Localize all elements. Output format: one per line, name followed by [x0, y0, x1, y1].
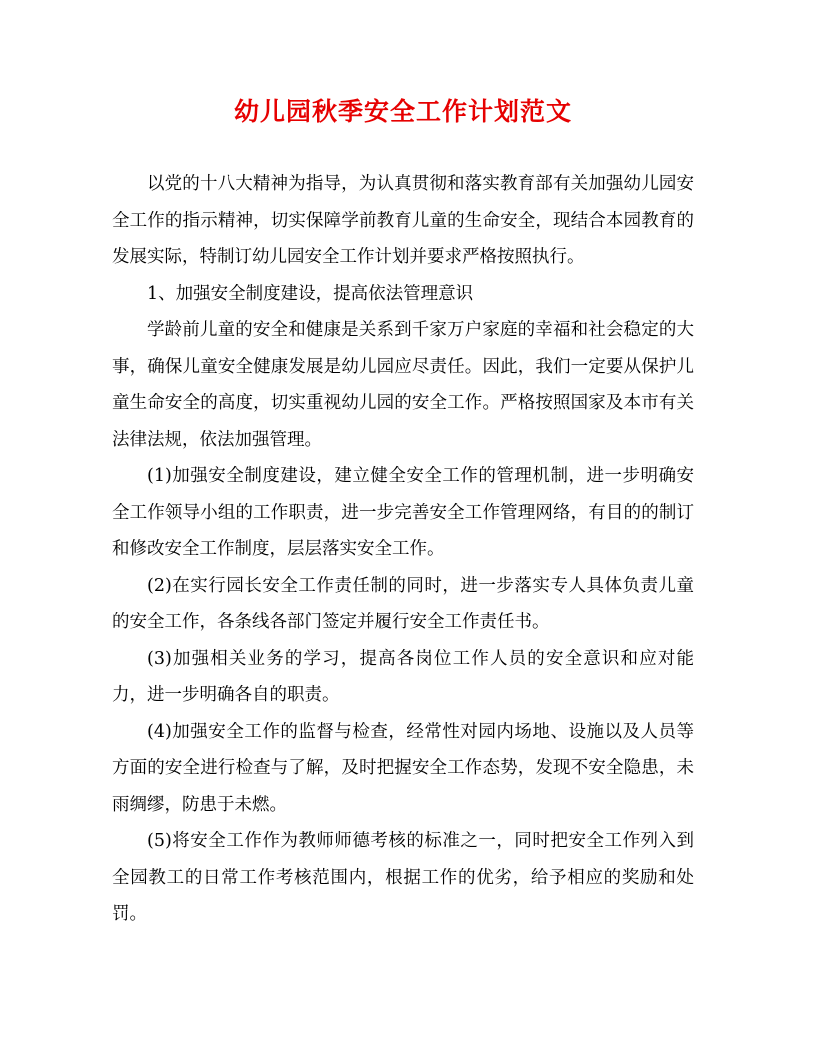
- document-page: [112, 92, 694, 933]
- body-paragraph: 学龄前儿童的安全和健康是关系到千家万户家庭的幸福和社会稳定的大事，确保儿童安全健康发展是幼儿园应尽责任。因此，我们一定要从保护儿童生命安全的高度，切实重视幼儿园的安全工作。严格按照国家及本市有关法律法规，依法加强管理。: [112, 320, 694, 450]
- list-item-1: (1)加强安全制度建设，建立健全安全工作的管理机制，进一步明确安全工作领导小组的工作职责，进一步完善安全工作管理网络，有目的的制订和修改安全工作制度，层层落实安全工作。: [112, 466, 694, 559]
- list-item-2: (2)在实行园长安全工作责任制的同时，进一步落实专人具体负责儿童的安全工作，各条线各部门签定并履行安全工作责任书。: [112, 575, 694, 632]
- section-heading: 1、加强安全制度建设，提高依法管理意识: [147, 283, 474, 304]
- intro-paragraph: 以党的十八大精神为指导，为认真贯彻和落实教育部有关加强幼儿园安全工作的指示精神，切实保障学前教育儿童的生命安全，现结合本园教育的发展实际，特制订幼儿园安全工作计划并要求严格按照执行。: [112, 174, 694, 267]
- list-item-3: (3)加强相关业务的学习，提高各岗位工作人员的安全意识和应对能力，进一步明确各自的职责。: [112, 648, 694, 705]
- list-item-4: (4)加强安全工作的监督与检查，经常性对园内场地、设施以及人员等方面的安全进行检查与了解，及时把握安全工作态势，发现不安全隐患，未雨绸缪，防患于未燃。: [112, 721, 694, 815]
- document-title: 幼儿园秋季安全工作计划范文: [233, 97, 572, 126]
- list-item-5: (5)将安全工作作为教师师德考核的标准之一，同时把安全工作列入到全园教工的日常工作考核范围内，根据工作的优劣，给予相应的奖励和处罚。: [112, 831, 694, 924]
